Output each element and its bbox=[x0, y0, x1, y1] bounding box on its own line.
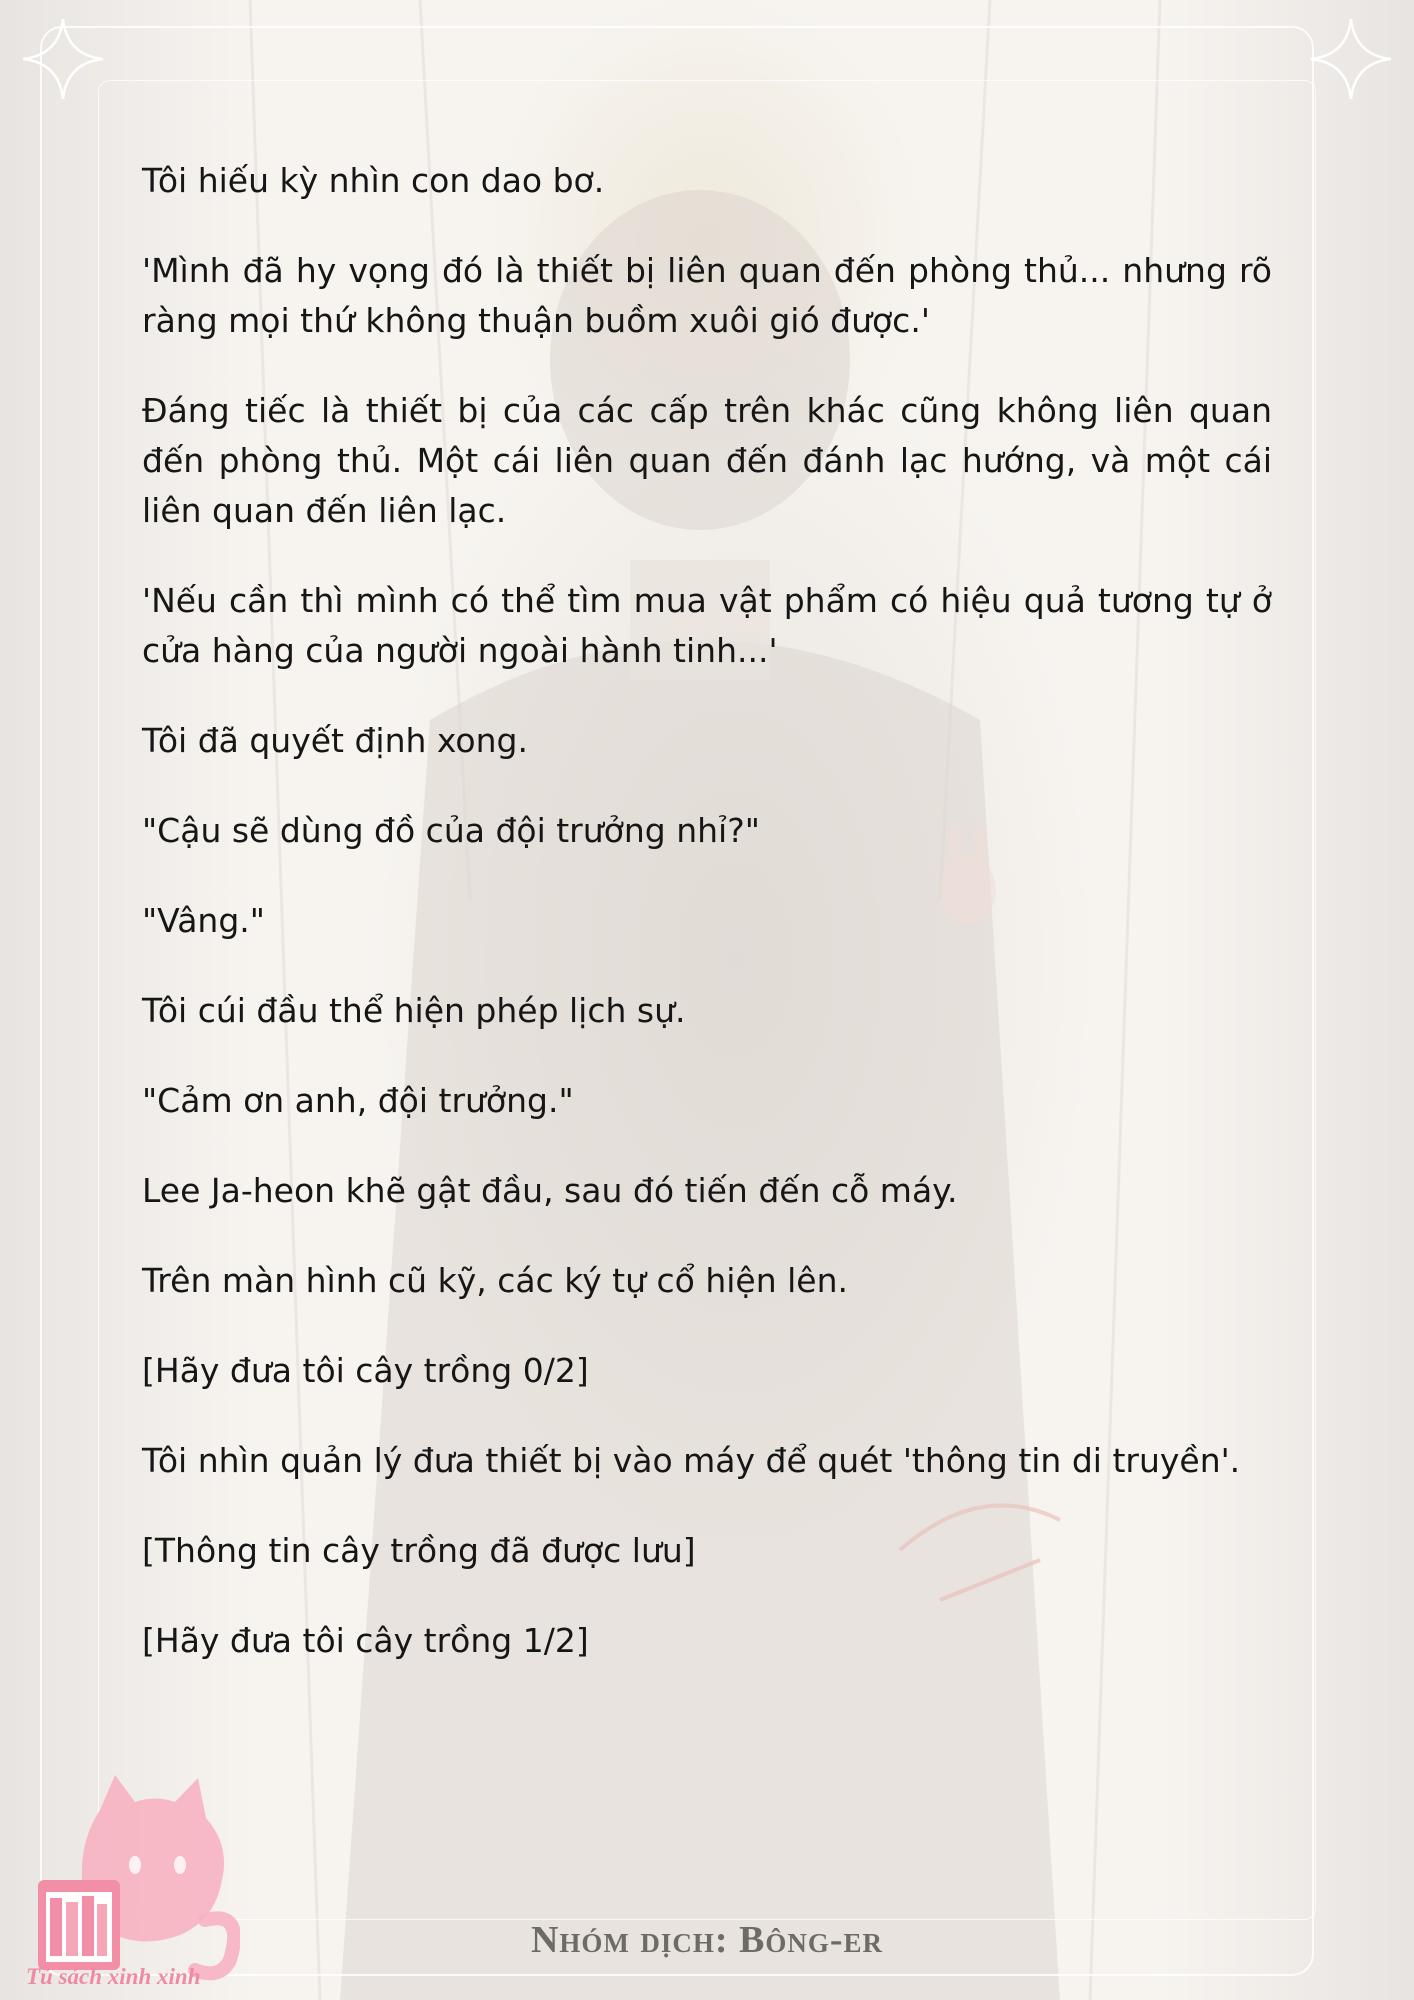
paragraph: [Hãy đưa tôi cây trồng 1/2] bbox=[142, 1621, 589, 1660]
paragraph: "Vâng." bbox=[142, 901, 265, 940]
paragraph: "Cảm ơn anh, đội trưởng." bbox=[142, 1081, 574, 1120]
paragraph: Đáng tiếc là thiết bị của các cấp trên khác cũng không liên quan đến phòng thủ. Một cái liên quan đến đánh lạc hướng, và một cái liên quan đến liên lạc. bbox=[142, 391, 1272, 530]
paragraph: "Cậu sẽ dùng đồ của đội trưởng nhỉ?" bbox=[142, 811, 760, 850]
paragraph: Trên màn hình cũ kỹ, các ký tự cổ hiện lên. bbox=[142, 1261, 848, 1300]
paragraph: 'Mình đã hy vọng đó là thiết bị liên quan đến phòng thủ... nhưng rõ ràng mọi thứ không thuận buồm xuôi gió được.' bbox=[142, 251, 1272, 340]
paragraph: Tôi nhìn quản lý đưa thiết bị vào máy để quét 'thông tin di truyền'. bbox=[142, 1441, 1241, 1480]
paragraph: [Hãy đưa tôi cây trồng 0/2] bbox=[142, 1351, 589, 1390]
paragraph: Tôi hiếu kỳ nhìn con dao bơ. bbox=[142, 161, 605, 200]
paragraph: Tôi cúi đầu thể hiện phép lịch sự. bbox=[142, 991, 686, 1030]
paragraph: [Thông tin cây trồng đã được lưu] bbox=[142, 1531, 696, 1570]
corner-sparkle-icon bbox=[1306, 14, 1396, 104]
paragraph: Lee Ja-heon khẽ gật đầu, sau đó tiến đến cỗ máy. bbox=[142, 1171, 958, 1210]
paragraph: 'Nếu cần thì mình có thể tìm mua vật phẩm có hiệu quả tương tự ở cửa hàng của người ngoài hành tinh...' bbox=[142, 581, 1272, 670]
story-text bbox=[142, 156, 1272, 1666]
paragraph: Tôi đã quyết định xong. bbox=[142, 721, 528, 760]
logo-caption: Tủ sách xinh xinh bbox=[26, 1964, 201, 1989]
corner-sparkle-icon bbox=[18, 14, 108, 104]
translator-credit: Nhóm dịch: Bông-er bbox=[530, 1919, 884, 1961]
